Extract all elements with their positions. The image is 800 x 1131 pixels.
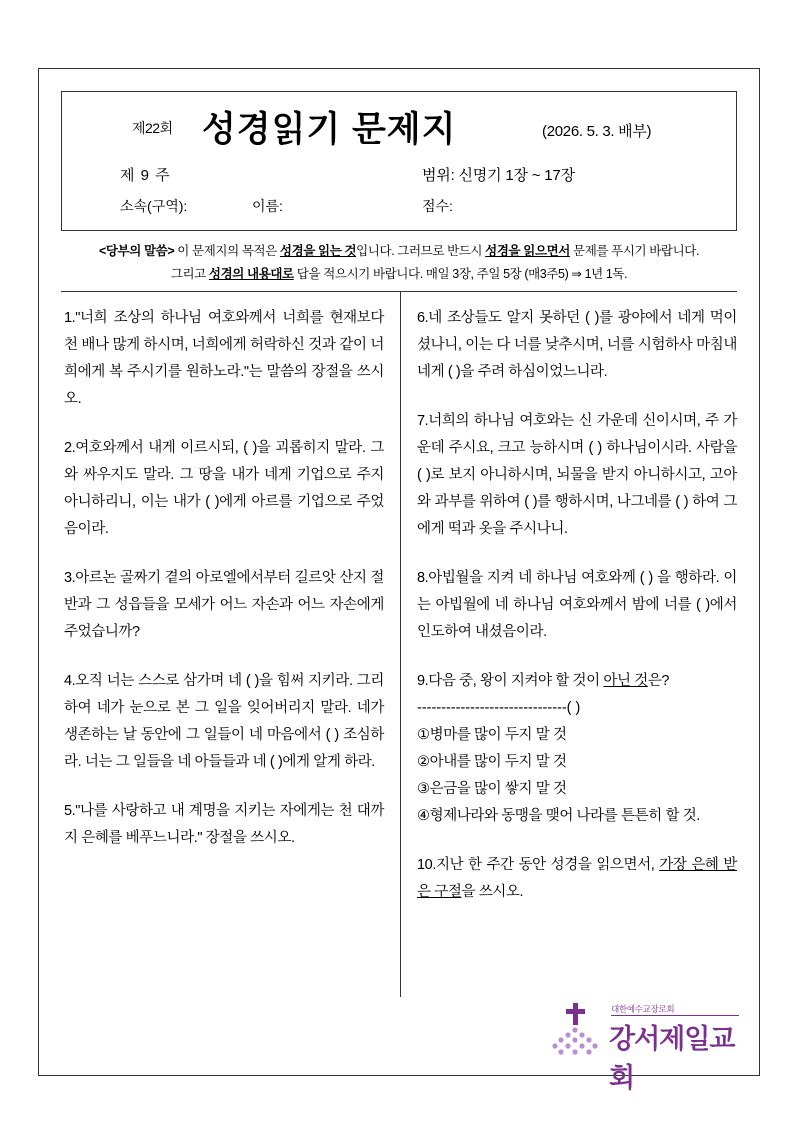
worksheet-page <box>38 68 760 1093</box>
question-3: 3.아르논 골짜기 곁의 아로엘에서부터 길르앗 산지 절반과 그 성읍들을 모세가 어느 자손과 어느 자손에게 주었습니까? <box>64 570 384 640</box>
header-divider <box>61 291 737 292</box>
question-9-stem-c: 은? <box>647 673 670 689</box>
notice-emphasis-intro: <당부의 말씀> <box>98 244 175 258</box>
notice-block <box>61 241 737 285</box>
week-label: 제 9 주 <box>120 167 171 184</box>
question-2: 2.여호와께서 내게 이르시되, ( )을 괴롭히지 말라. 그와 싸우지도 말라. 그 땅을 내가 네게 기업으로 주지 아니하리니, 이는 내가 ( )에게 아르를 기업으로 주었음이라. <box>64 440 384 537</box>
question-10-part-c: 을 쓰시오. <box>461 884 524 900</box>
question-10-part-a: 10.지난 한 주간 동안 성경을 읽으면서, <box>417 857 660 873</box>
title-box <box>61 91 737 231</box>
church-logo <box>549 999 739 1093</box>
notice-text-3: 문제를 푸시기 바랍니다. <box>569 244 700 258</box>
question-9-option-3: ③은금을 많이 쌓지 말 것 <box>417 781 567 797</box>
question-6: 6.네 조상들도 알지 못하던 ( )를 광야에서 네게 먹이셨나니, 이는 다 너를 낮추시며, 너를 시험하사 마침내 네게 ( )을 주려 하심이었느니라. <box>417 310 737 380</box>
question-10-emphasis: 가장 은혜 받은 구절 <box>417 857 738 900</box>
question-8: 8.아빕월을 지켜 네 하나님 여호와께 ( ) 을 행하라. 이는 아빕월에 네 하나님 여호와께서 밤에 너를 ( )에서 인도하여 내셨음이라. <box>417 570 737 640</box>
notice-text-5: 답을 적으시기 바랍니다. 매일 3장, 주일 5장 (매3주5) ⇒ 1년 1독. <box>293 267 628 281</box>
question-10 <box>417 852 737 906</box>
question-9 <box>417 668 737 830</box>
denomination-label: 대한예수교장로회 <box>611 1004 675 1014</box>
range-label: 범위: 신명기 1장 ~ 17장 <box>422 167 575 184</box>
question-9-option-2: ②아내를 많이 두지 말 것 <box>417 754 567 770</box>
edition-label: 제22회 <box>132 120 173 136</box>
question-9-option-1: ①병마를 많이 두지 말 것 <box>417 727 567 743</box>
notice-emphasis-while-reading: 성경을 읽으면서 <box>485 244 570 258</box>
notice-text-1: 이 문제지의 목적은 <box>174 244 280 258</box>
column-divider <box>400 291 401 997</box>
score-label: 점수: <box>422 198 453 214</box>
title-row <box>62 92 736 154</box>
question-5: 5."나를 사랑하고 내 계명을 지키는 자에게는 천 대까지 은혜를 베푸느니라." 장절을 쓰시오. <box>64 803 384 846</box>
notice-emphasis-content: 성경의 내용대로 <box>208 267 294 281</box>
notice-line-2 <box>61 264 737 285</box>
questions-column-right <box>417 305 737 928</box>
question-1: 1."너희 조상의 하나님 여호와께서 너희를 현재보다 천 배나 많게 하시며, 너희에게 허락하신 것과 같이 너희에게 복 주시기를 원하노라."는 말씀의 장절을 쓰시오. <box>64 310 384 407</box>
question-9-answer-blank: -------------------------------( ) <box>417 700 581 716</box>
question-7: 7.너희의 하나님 여호와는 신 가운데 신이시며, 주 가운데 주시요, 크고 능하시며 ( ) 하나님이시라. 사람을 ( )로 보지 아니하시며, 뇌물을 받지 아니하시고, 고아와 과부를 위하여 ( )를 행하시며, 나그네를 ( ) 하여 그에게 떡과 옷을 주시나니. <box>417 413 737 537</box>
name-label: 이름: <box>252 198 283 214</box>
logo-rule <box>611 1015 739 1016</box>
question-4: 4.오직 너는 스스로 삼가며 네 ( )을 힘써 지키라. 그리하여 네가 눈으로 본 그 일을 잊어버리지 말라. 네가 생존하는 날 동안에 그 일들이 네 마음에서 ( ) 조심하라. 너는 그 일들을 네 아들들과 네 ( )에게 알게 하라. <box>64 673 384 770</box>
question-9-stem-a: 9.다음 중, 왕이 지켜야 할 것이 <box>417 673 604 689</box>
distribution-date: (2026. 5. 3. 배부) <box>542 123 652 140</box>
question-9-option-4: ④형제나라와 동맹을 맺어 나라를 튼튼히 할 것. <box>417 808 700 824</box>
question-9-stem-emphasis: 아닌 것 <box>603 673 648 689</box>
cross-and-dots-icon <box>549 1001 603 1057</box>
notice-text-4: 그리고 <box>170 267 209 281</box>
questions-column-left <box>64 305 384 874</box>
church-name-label: 강서제일교회 <box>609 1024 735 1093</box>
page-title: 성경읽기 문제지 <box>202 110 457 149</box>
notice-emphasis-reading: 성경을 읽는 것 <box>279 244 357 258</box>
notice-text-2: 입니다. 그러므로 반드시 <box>356 244 486 258</box>
notice-line-1 <box>61 241 737 262</box>
affiliation-label: 소속(구역): <box>120 198 188 214</box>
